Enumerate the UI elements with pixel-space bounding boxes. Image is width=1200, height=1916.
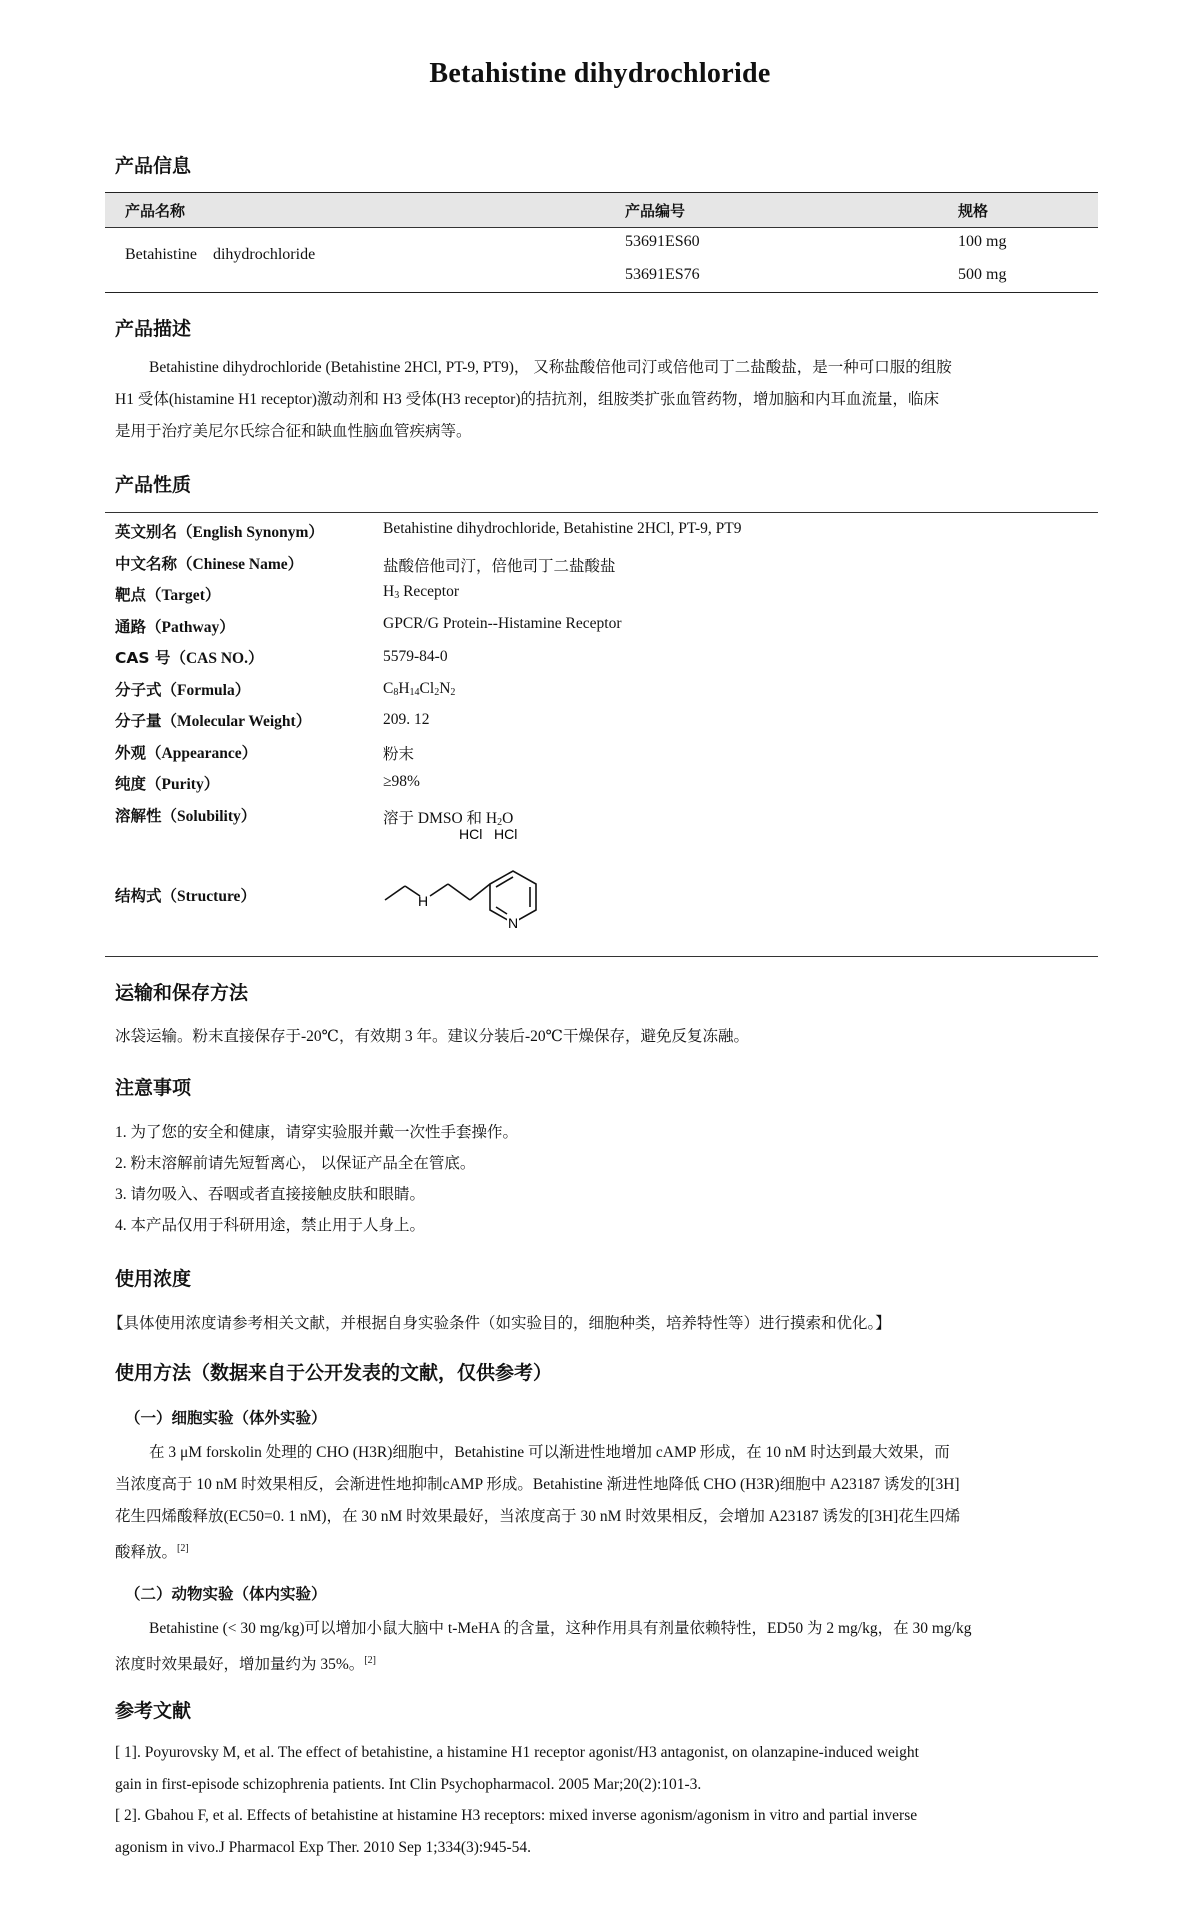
label-chinese-name [115,552,303,574]
formula-c: C [383,680,394,697]
properties-top-rule [105,512,1098,513]
cell-line-2: 当浓度高于 10 nM 时效果相反，会渐进性地抑制cAMP 形成。Betahistine 渐进性地降低 CHO (H3R)细胞中 A23187 诱发的[3H] [115,1476,960,1493]
label-appearance-en: （Appearance） [146,745,258,762]
reference-2 [115,1800,1085,1864]
label-target-en: （Target） [146,587,221,604]
label-formula [115,678,250,700]
animal-experiment-paragraph [115,1613,1085,1681]
table-header-rule [105,227,1098,228]
label-synonym-en: （English Synonym） [177,524,324,541]
description-line-1: Betahistine dihydrochloride (Betahistine 2HCl, PT-9, PT9)， 又称盐酸倍他司汀或倍他司丁二盐酸盐，是一种可口服的组胺 [149,359,952,376]
label-structure-cn: 结构式 [115,887,162,905]
cell-experiment-title: （一）细胞实验（体外实验） [125,1409,327,1427]
concentration-text: 【具体使用浓度请参考相关文献，并根据自身实验条件（如实验目的，细胞种类，培养特性等）进行摸索和优化。】 [108,1315,891,1332]
table-header-spec: 规格 [958,202,989,220]
label-solubility-cn: 溶解性 [115,807,162,825]
animal-line-2: 浓度时效果最好，增加量约为 35%。 [115,1656,365,1674]
table-header-background [105,193,1098,227]
target-h: H [383,583,395,600]
reference-2-line-1: [ 2]. Gbahou F, et al. Effects of betahistine at histamine H3 receptors: mixed inverse agonism/agonism in vitro and partial inverse [115,1807,918,1824]
animal-citation: [2] [364,1655,376,1666]
note-item-1: 1. 为了您的安全和健康，请穿实验服并戴一次性手套操作。 [115,1124,519,1141]
label-mw-en: （Molecular Weight） [161,713,312,730]
label-purity [115,772,219,794]
product-spec-1: 100 mg [958,233,1007,250]
section-title-storage: 运输和保存方法 [115,982,249,1004]
note-item-3: 3. 请勿吸入、吞咽或者直接接触皮肤和眼睛。 [115,1186,426,1203]
value-solubility [383,806,513,828]
cell-line-4-wrap [115,1533,1085,1569]
value-pathway: GPCR/G Protein--Histamine Receptor [383,615,622,632]
reference-2-line-2: agonism in vivo.J Pharmacol Exp Ther. 2010 Sep 1;334(3):945-54. [115,1839,532,1856]
label-pathway [115,615,235,637]
label-mw-cn: 分子量 [115,712,162,730]
table-header-name: 产品名称 [125,202,186,220]
solubility-text: 溶于 DMSO 和 H [383,810,498,827]
section-title-references: 参考文献 [115,1700,192,1722]
value-appearance: 粉末 [383,746,415,763]
cell-line-3: 花生四烯酸释放(EC50=0. 1 nM)，在 30 nM 时效果最好，当浓度高于 30 nM 时效果相反，会增加 A23187 诱发的[3H]花生四烯 [115,1508,961,1525]
section-title-properties: 产品性质 [115,474,192,496]
description-line-2: H1 受体(histamine H1 receptor)激动剂和 H3 受体(H3 receptor)的拮抗剂，组胺类扩张血管药物，增加脑和内耳血流量，临床 [115,391,939,408]
structure-h-atom: H [418,893,429,909]
description-line-3: 是用于治疗美尼尔氏综合征和缺血性脑血管疾病等。 [115,423,472,440]
label-target [115,583,220,605]
formula-n-count: 2 [450,687,456,698]
value-synonym: Betahistine dihydrochloride, Betahistine 2HCl, PT-9, PT9 [383,520,742,537]
label-synonym-cn: 英文别名 [115,523,178,541]
label-purity-en: （Purity） [146,776,220,793]
label-formula-en: （Formula） [161,682,251,699]
formula-cl-count: 2 [434,687,440,698]
table-bottom-rule [105,292,1098,293]
label-cas [115,646,263,668]
formula-h-count: 14 [409,687,420,698]
cell-citation: [2] [177,1543,189,1554]
formula-cl: Cl [419,680,435,697]
value-mw: 209. 12 [383,711,430,728]
value-cas: 5579-84-0 [383,648,448,665]
storage-text: 冰袋运输。粉末直接保存于-20℃，有效期 3 年。建议分装后-20℃干燥保存，避免反复冻融。 [115,1028,750,1045]
animal-line-2-wrap [115,1645,1085,1681]
label-appearance [115,741,257,763]
label-structure [115,884,256,906]
section-title-description: 产品描述 [115,318,192,340]
structure-hcl-1: HCl [459,826,483,842]
value-chinese-name: 盐酸倍他司汀，倍他司丁二盐酸盐 [383,558,616,575]
properties-bottom-rule [105,956,1098,957]
label-chinese-name-en: （Chinese Name） [177,556,304,573]
animal-experiment-title: （二）动物实验（体内实验） [125,1585,327,1603]
label-purity-cn: 纯度 [115,775,147,793]
solubility-o: O [502,810,514,827]
description-paragraph [115,352,1085,448]
target-sub: 3 [394,590,400,601]
section-title-concentration: 使用浓度 [115,1268,192,1290]
section-title-method: 使用方法（数据来自于公开发表的文献，仅供参考） [115,1362,553,1384]
cell-line-1: 在 3 μM forskolin 处理的 CHO (H3R)细胞中，Betahistine 可以渐进性地增加 cAMP 形成，在 10 nM 时达到最大效果，而 [149,1444,950,1461]
value-formula [383,680,455,698]
label-cas-en: （CAS NO.） [170,650,264,667]
reference-1 [115,1737,1085,1801]
product-code-2: 53691ES76 [625,266,700,283]
cell-line-4: 酸释放。 [115,1544,178,1562]
value-target [383,583,459,601]
product-code-1: 53691ES60 [625,233,700,250]
label-appearance-cn: 外观 [115,744,147,762]
document-title: Betahistine dihydrochloride [429,58,771,89]
label-synonym [115,520,324,542]
label-solubility [115,804,256,826]
structure-hcl-2: HCl [494,826,518,842]
section-title-info: 产品信息 [115,155,192,177]
label-formula-cn: 分子式 [115,681,162,699]
structure-diagram [380,826,580,956]
formula-n: N [439,680,451,697]
label-pathway-en: （Pathway） [146,619,235,636]
formula-h: H [398,680,410,697]
value-purity: ≥98% [383,773,420,790]
note-item-2: 2. 粉末溶解前请先短暂离心， 以保证产品全在管底。 [115,1155,476,1172]
section-title-notes: 注意事项 [115,1077,192,1099]
structure-n-atom: N [508,915,519,931]
label-target-cn: 靶点 [115,586,147,604]
reference-1-line-1: [ 1]. Poyurovsky M, et al. The effect of betahistine, a histamine H1 receptor agonist/H3 antagonist, on olanzapine-induced weight [115,1744,919,1761]
table-header-code: 产品编号 [625,202,686,220]
note-item-4: 4. 本产品仅用于科研用途，禁止用于人身上。 [115,1217,426,1234]
product-spec-2: 500 mg [958,266,1007,283]
label-cas-cn: CAS 号 [115,649,171,667]
label-chinese-name-cn: 中文名称 [115,555,178,573]
formula-c-count: 8 [393,687,399,698]
label-mw [115,709,311,731]
label-structure-en: （Structure） [161,888,256,905]
label-solubility-en: （Solubility） [161,808,257,825]
reference-1-line-2: gain in first-episode schizophrenia patients. Int Clin Psychopharmacol. 2005 Mar;20(2):101-3. [115,1776,702,1793]
cell-experiment-paragraph [115,1437,1085,1569]
label-pathway-cn: 通路 [115,618,147,636]
animal-line-1: Betahistine (< 30 mg/kg)可以增加小鼠大脑中 t-MeHA 的含量，这种作用具有剂量依赖特性，ED50 为 2 mg/kg，在 30 mg/kg [149,1620,972,1637]
target-receptor: Receptor [399,583,460,600]
product-name-cell: Betahistine dihydrochloride [125,246,316,263]
solubility-sub: 2 [497,817,503,828]
